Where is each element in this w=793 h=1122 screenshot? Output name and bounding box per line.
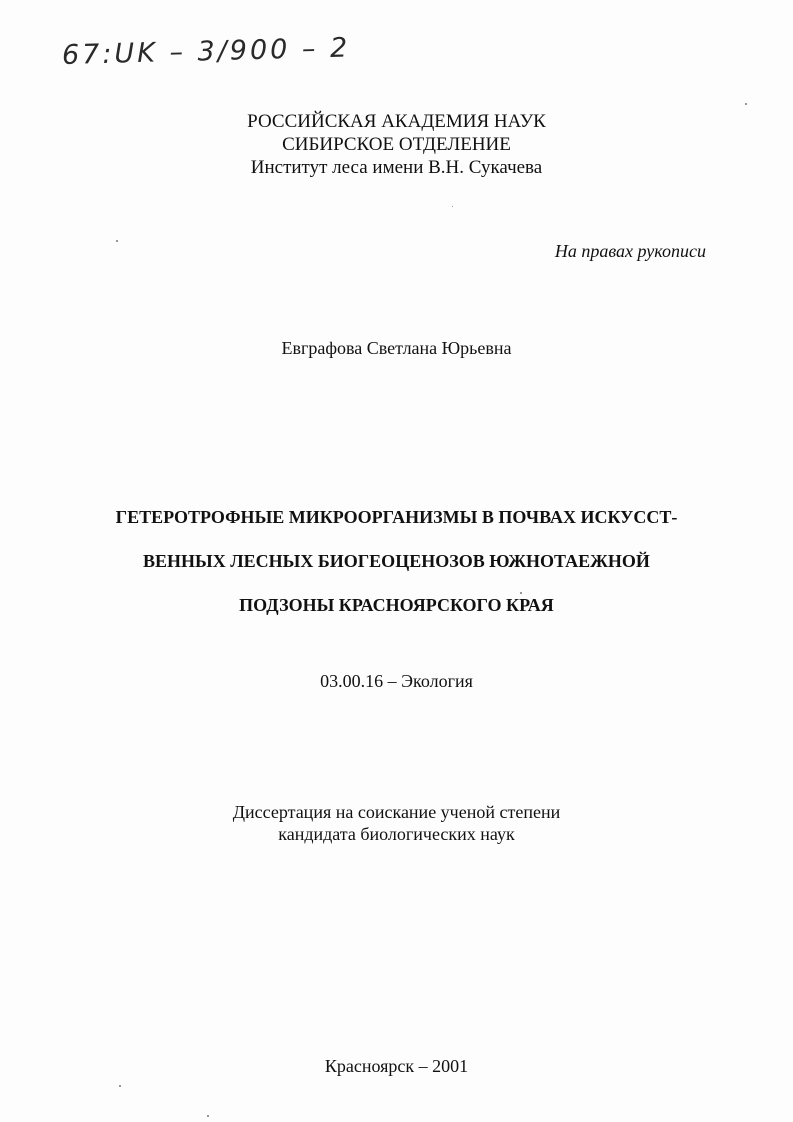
academy-name: РОССИЙСКАЯ АКАДЕМИЯ НАУК xyxy=(247,111,546,132)
scan-speck xyxy=(116,240,118,242)
dissertation-title xyxy=(0,495,793,627)
branch-name: СИБИРСКОЕ ОТДЕЛЕНИЕ xyxy=(282,134,511,155)
scan-speck xyxy=(207,1115,209,1117)
degree-line-1: Диссертация на соискание ученой степени xyxy=(232,802,561,822)
title-line-2: ВЕННЫХ ЛЕСНЫХ БИОГЕОЦЕНОЗОВ ЮЖНОТАЕЖНОЙ xyxy=(143,551,650,571)
organization-header xyxy=(0,110,793,179)
author-name: Евграфова Светлана Юрьевна xyxy=(281,338,512,358)
title-line-3: ПОДЗОНЫ КРАСНОЯРСКОГО КРАЯ xyxy=(239,595,554,615)
scan-speck xyxy=(119,1085,121,1087)
city-and-year: Красноярск – 2001 xyxy=(324,1056,469,1076)
degree-line-2: кандидата биологических наук xyxy=(278,824,515,844)
manuscript-rights-note: На правах рукописи xyxy=(554,241,706,261)
handwritten-archive-code: 67:UK – 3/900 – 2 xyxy=(61,32,351,71)
institute-name: Институт леса имени В.Н. Сукачева xyxy=(250,157,543,178)
scan-speck xyxy=(520,592,522,594)
scan-speck xyxy=(745,103,747,105)
scan-speck xyxy=(452,206,453,207)
degree-statement xyxy=(0,801,793,845)
title-line-1: ГЕТЕРОТРОФНЫЕ МИКРООРГАНИЗМЫ В ПОЧВАХ ИСКУССТ- xyxy=(115,507,678,527)
specialty-code: 03.00.16 – Экология xyxy=(320,671,473,691)
